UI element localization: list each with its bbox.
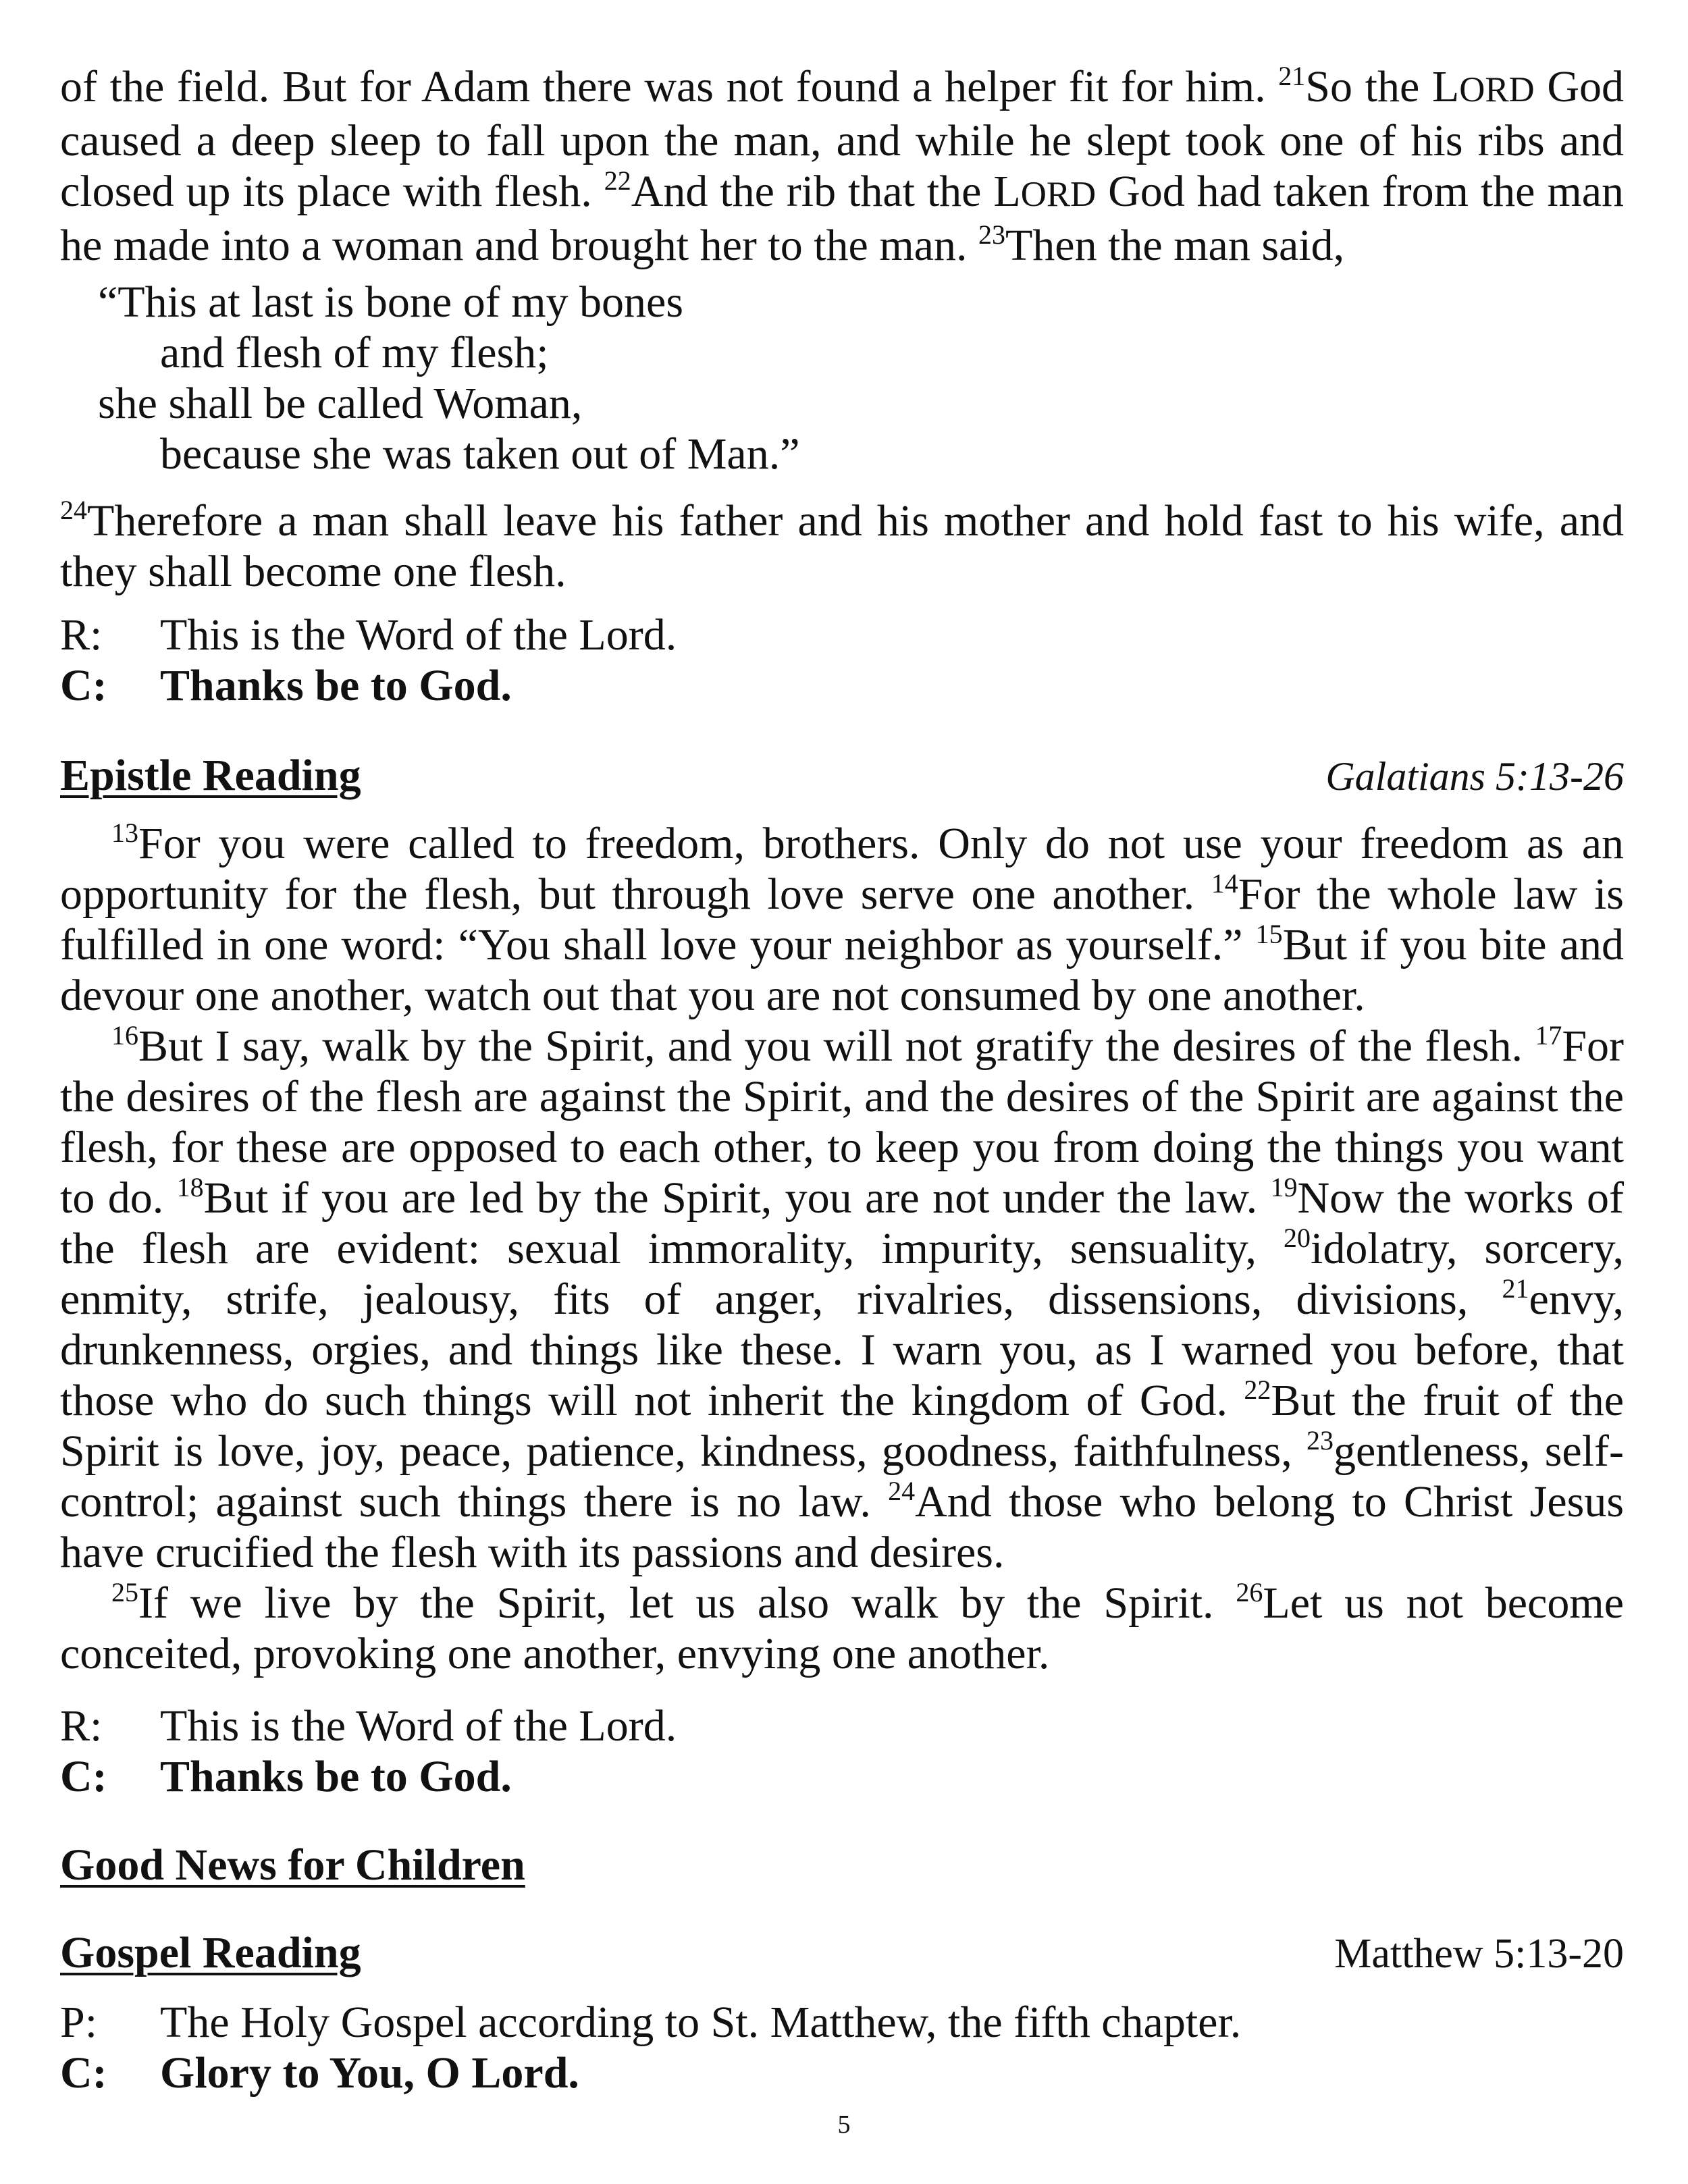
verse-number: 24 xyxy=(888,1476,916,1506)
verse-text: So the xyxy=(1305,62,1432,111)
verse-text: envy, drunkenness, orgies, and things like these. I warn you, as I warned you before, that those who do such things will not inherit the kingdom of God. xyxy=(60,1275,1624,1425)
verse-text: For the whole law is fulfilled in one word: “You shall love your neighbor as yourself.” xyxy=(60,870,1624,969)
verse-text: If we live by the Spirit, let us also walk by the Spirit. xyxy=(138,1578,1236,1628)
gospel-heading xyxy=(60,1927,1624,1979)
gospel-response xyxy=(60,1997,1624,2098)
verse-text: Then the man said, xyxy=(1005,221,1345,270)
small-caps-lord: LORD xyxy=(993,167,1097,216)
congregation-label: C: xyxy=(60,661,107,710)
verse-text: But the fruit of the Spirit is love, joy, peace, patience, kindness, goodness, faithfulness, xyxy=(60,1376,1624,1476)
verse-text: Now the works of the flesh are evident: sexual immorality, impurity, sensuality, xyxy=(60,1173,1625,1273)
section-title: Epistle Reading xyxy=(60,751,361,800)
verse-text: God caused a deep sleep to fall upon the man, and while he slept took one of his ribs and closed up its place with flesh. xyxy=(60,62,1624,216)
reading-paragraph xyxy=(60,61,1624,271)
congregation-label: C: xyxy=(60,2048,107,2098)
congregation-text: Glory to You, O Lord. xyxy=(160,2048,579,2098)
children-heading xyxy=(60,1840,1624,1890)
verse-text: And those who belong to Christ Jesus have crucified the flesh with its passions and desires. xyxy=(60,1477,1624,1577)
response-text: This is the Word of the Lord. xyxy=(160,610,677,660)
verse-number: 18 xyxy=(176,1172,204,1202)
verse-text: And the rib that the xyxy=(631,167,994,216)
verse-number: 16 xyxy=(111,1020,138,1050)
verse-number: 13 xyxy=(111,818,138,848)
verse-number: 26 xyxy=(1236,1577,1263,1607)
verse-text: Let us not become conceited, provoking one another, envying one another. xyxy=(60,1578,1625,1678)
reading-paragraph xyxy=(60,496,1624,597)
pastor-text: The Holy Gospel according to St. Matthew, the fifth chapter. xyxy=(160,1998,1242,2047)
verse-text: idolatry, sorcery, enmity, strife, jealousy, fits of anger, rivalries, dissensions, divisions, xyxy=(60,1224,1624,1324)
verse-number: 23 xyxy=(978,219,1005,250)
verse-text: Therefore a man shall leave his father and his mother and hold fast to his wife, and they shall become one flesh. xyxy=(60,496,1624,596)
verse-number: 24 xyxy=(60,495,87,525)
verse-number: 14 xyxy=(1211,868,1238,899)
poem-line: because she was taken out of Man.” xyxy=(160,429,800,479)
small-caps-lord: LORD xyxy=(1431,62,1535,111)
response xyxy=(60,610,1624,711)
verse-text: gentleness, self-control; against such things there is no law. xyxy=(60,1427,1624,1526)
epistle-text xyxy=(60,818,1624,1679)
response-label: R: xyxy=(60,610,103,660)
congregation-label: C: xyxy=(60,1752,107,1801)
verse-text: God had taken from the man he made into a woman and brought her to the man. xyxy=(60,167,1624,270)
verse-text: For you were called to freedom, brothers. Only do not use your freedom as an opportunity for the flesh, but through love serve one another. xyxy=(60,819,1624,919)
response-text: This is the Word of the Lord. xyxy=(160,1701,677,1751)
scripture-reference: Galatians 5:13-26 xyxy=(1325,754,1624,799)
verse-text: But I say, walk by the Spirit, and you will not gratify the desires of the flesh. xyxy=(138,1021,1535,1071)
verse-number: 25 xyxy=(111,1577,138,1607)
verse-number: 22 xyxy=(1244,1375,1271,1405)
verse-number: 15 xyxy=(1255,919,1283,949)
reading-paragraph xyxy=(60,1578,1624,1679)
epistle-heading xyxy=(60,750,1624,802)
verse-number: 19 xyxy=(1270,1172,1298,1202)
poem xyxy=(60,277,1624,479)
page-number: 5 xyxy=(837,2110,851,2139)
pastor-label: P: xyxy=(60,1998,98,2047)
verse-text: But if you bite and devour one another, watch out that you are not consumed by one another. xyxy=(60,920,1624,1020)
poem-line: she shall be called Woman, xyxy=(98,379,583,428)
verse-number: 21 xyxy=(1502,1273,1529,1304)
response-label: R: xyxy=(60,1701,103,1751)
verse-number: 22 xyxy=(604,165,631,196)
reading-paragraph xyxy=(60,818,1624,1021)
section-title: Gospel Reading xyxy=(60,1928,361,1977)
reading-paragraph xyxy=(60,1021,1624,1578)
verse-text: But if you are led by the Spirit, you are not under the law. xyxy=(203,1173,1271,1223)
congregation-text: Thanks be to God. xyxy=(160,661,512,710)
poem-line: “This at last is bone of my bones xyxy=(98,277,684,327)
verse-text: of the field. But for Adam there was not found a helper fit for him. xyxy=(60,62,1279,111)
verse-number: 20 xyxy=(1284,1223,1311,1253)
response xyxy=(60,1701,1624,1802)
section-title: Good News for Children xyxy=(60,1840,525,1890)
poem-line: and flesh of my flesh; xyxy=(160,328,549,377)
verse-text: For the desires of the flesh are against the Spirit, and the desires of the Spirit are against the flesh, for these are opposed to each other, to keep you from doing the things you want to do. xyxy=(60,1021,1624,1223)
congregation-text: Thanks be to God. xyxy=(160,1752,512,1801)
verse-number: 17 xyxy=(1535,1020,1562,1050)
verse-number: 23 xyxy=(1307,1425,1334,1456)
verse-number: 21 xyxy=(1278,61,1306,91)
scripture-reference: Matthew 5:13-20 xyxy=(1334,1931,1624,1977)
